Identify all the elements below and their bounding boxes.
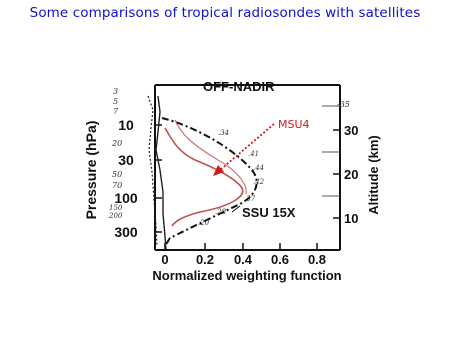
handwritten-pressure-note: 7 bbox=[113, 107, 119, 116]
x-tick-label: 0.4 bbox=[233, 252, 253, 267]
handwritten-pressure-note: 50 bbox=[112, 170, 123, 179]
altitude-tick-label: 10 bbox=[344, 211, 359, 226]
handwritten-value: .42 bbox=[253, 178, 265, 186]
handwritten-pressure-note: 3 bbox=[113, 87, 119, 96]
handwritten-value: .28 bbox=[215, 208, 227, 216]
pressure-tick-label: 300 bbox=[114, 224, 138, 240]
altitude-tick-marks bbox=[333, 130, 340, 218]
handwritten-pressure-note: 20 bbox=[112, 139, 123, 148]
x-axis-label: Normalized weighting function bbox=[152, 268, 342, 283]
msu4-arrowhead bbox=[213, 165, 224, 176]
handwritten-pressure-note: 5 bbox=[113, 97, 119, 106]
msu4-curve bbox=[165, 128, 243, 226]
pressure-tick-label: 10 bbox=[118, 117, 134, 133]
handwritten-pressure-note: 150 bbox=[109, 204, 123, 212]
x-tick-label: 0.2 bbox=[195, 252, 215, 267]
altitude-tick-label: 30 bbox=[344, 123, 359, 138]
y-axis-label-altitude: Altitude (km) bbox=[366, 135, 381, 215]
handwritten-tick-dashes bbox=[322, 106, 340, 196]
handwritten-value: .34 bbox=[218, 129, 230, 137]
altitude-tick-label: 20 bbox=[344, 167, 359, 182]
handwritten-value: .44 bbox=[253, 164, 265, 172]
handwritten-altitude-note: -35 bbox=[337, 100, 350, 109]
handwritten-value: .20 bbox=[198, 219, 210, 227]
x-tick-label: 0.6 bbox=[270, 252, 290, 267]
x-tick-label: 0.8 bbox=[307, 252, 327, 267]
msu4-curve-secondary bbox=[175, 120, 246, 194]
msu4-label: MSU4 bbox=[278, 118, 310, 131]
ssu-15x-label: SSU 15X bbox=[242, 205, 296, 220]
pressure-tick-label: 100 bbox=[114, 190, 138, 206]
x-tick-label: 0 bbox=[161, 252, 169, 267]
panel-title: OFF-NADIR bbox=[203, 79, 275, 94]
slide-title: Some comparisons of tropical radiosondes with satellites bbox=[29, 5, 421, 21]
handwritten-pressure-note: 200 bbox=[109, 212, 123, 220]
handwritten-pressure-note: 70 bbox=[112, 181, 123, 190]
handwritten-value: .41 bbox=[248, 150, 260, 158]
y-axis-label-pressure: Pressure (hPa) bbox=[83, 120, 99, 220]
x-tick-marks bbox=[165, 243, 317, 250]
handwritten-value: .37 bbox=[244, 195, 256, 203]
pressure-tick-label: 30 bbox=[118, 152, 134, 168]
